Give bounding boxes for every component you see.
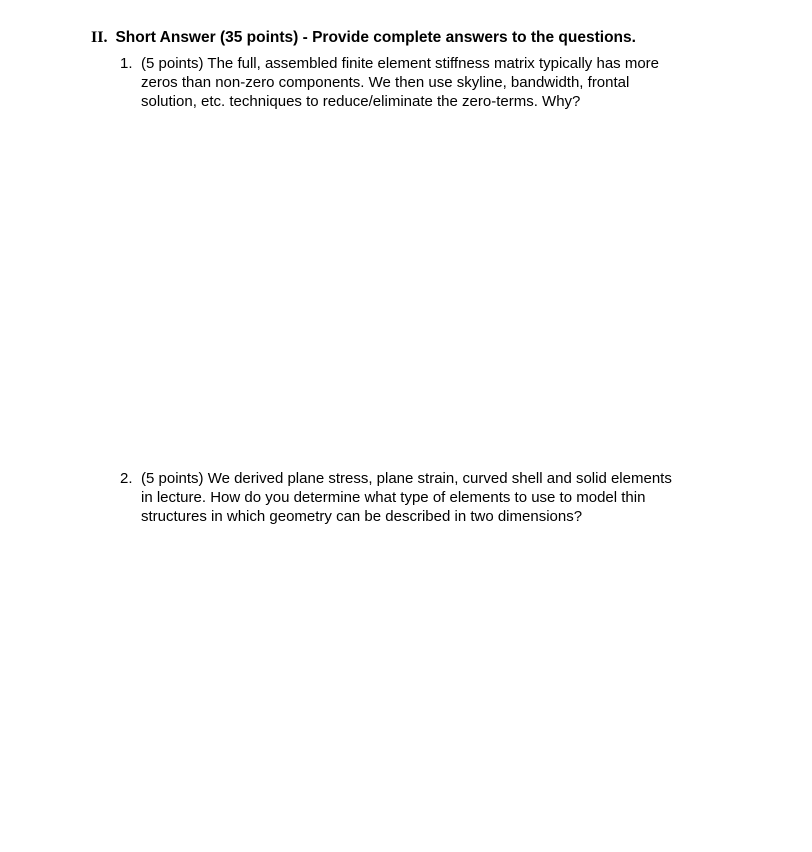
question-1 (120, 54, 659, 111)
question-number: 2. (120, 470, 133, 487)
question-text-line: (5 points) We derived plane stress, plane strain, curved shell and solid elements (141, 470, 672, 487)
question-text-line: (5 points) The full, assembled finite element stiffness matrix typically has more (141, 55, 659, 72)
question-number: 1. (120, 55, 133, 72)
question-text-line: in lecture. How do you determine what type of elements to use to model thin (141, 489, 646, 506)
question-2 (120, 469, 672, 526)
question-text-line: solution, etc. techniques to reduce/eliminate the zero-terms. Why? (141, 93, 581, 110)
section-numeral: II. (91, 29, 108, 46)
question-text-line: zeros than non-zero components. We then use skyline, bandwidth, frontal (141, 74, 630, 91)
section-title: Short Answer (35 points) - Provide complete answers to the questions. (115, 29, 636, 46)
section-heading (91, 29, 636, 47)
question-text-line: structures in which geometry can be described in two dimensions? (141, 508, 583, 525)
